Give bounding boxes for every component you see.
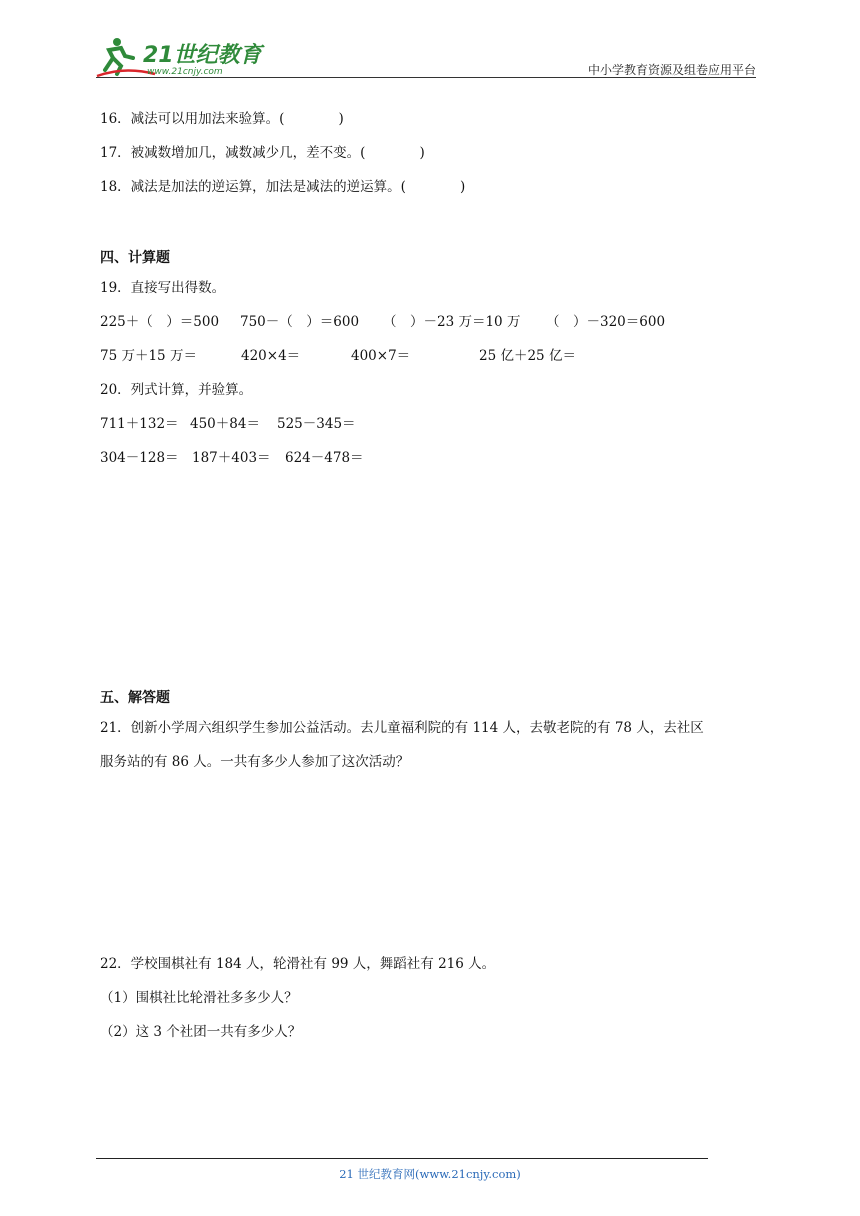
platform-title: 中小学教育资源及组卷应用平台	[587, 63, 756, 77]
q20-item-6: 624－478＝	[285, 450, 364, 466]
q19-item-1: 225＋（ ）＝500	[100, 314, 220, 330]
q19-item-3: （ ）－23 万＝10 万	[383, 314, 521, 330]
runner-logo-icon	[95, 36, 265, 78]
footer-link[interactable]: 21 世纪教育网(www.21cnjy.com)	[339, 1167, 521, 1181]
question-17: 17．被减数增加几，减数减少几，差不变。( )	[100, 145, 425, 161]
q20-item-3: 525－345＝	[277, 416, 356, 432]
q20-item-5: 187＋403＝	[192, 450, 271, 466]
logo-url-text: www.21cnjy.com	[147, 67, 223, 77]
footer-divider	[96, 1158, 708, 1159]
q19-item-7: 400×7＝	[351, 348, 411, 364]
q19-item-4: （ ）－320＝600	[546, 314, 666, 330]
q19-item-8: 25 亿＋25 亿＝	[479, 348, 576, 364]
question-21-line-2: 服务站的有 86 人。一共有多少人参加了这次活动？	[100, 754, 410, 770]
question-22-part-1: （1）围棋社比轮滑社多多少人？	[100, 990, 298, 1006]
section-5-title: 五、解答题	[100, 690, 170, 706]
question-21-line-1: 21．创新小学周六组织学生参加公益活动。去儿童福利院的有 114 人，去敬老院的有 78 人，去社区	[100, 720, 704, 736]
question-22-part-2: （2）这 3 个社团一共有多少人？	[100, 1024, 302, 1040]
question-18: 18．减法是加法的逆运算，加法是减法的逆运算。( )	[100, 179, 466, 195]
logo-main-text: 21世纪教育	[143, 43, 262, 68]
site-logo	[95, 36, 265, 78]
q20-item-4: 304－128＝	[100, 450, 179, 466]
question-22: 22．学校围棋社有 184 人，轮滑社有 99 人，舞蹈社有 216 人。	[100, 956, 496, 972]
q20-item-1: 711＋132＝	[100, 416, 179, 432]
q19-item-6: 420×4＝	[241, 348, 301, 364]
q19-item-2: 750－（ ）＝600	[240, 314, 360, 330]
header-divider	[96, 77, 756, 78]
q20-item-2: 450＋84＝	[190, 416, 260, 432]
question-20: 20．列式计算，并验算。	[100, 382, 253, 398]
q19-item-5: 75 万＋15 万＝	[100, 348, 197, 364]
question-19: 19．直接写出得数。	[100, 280, 226, 296]
section-4-title: 四、计算题	[100, 250, 170, 266]
question-16: 16．减法可以用加法来验算。( )	[100, 111, 344, 127]
